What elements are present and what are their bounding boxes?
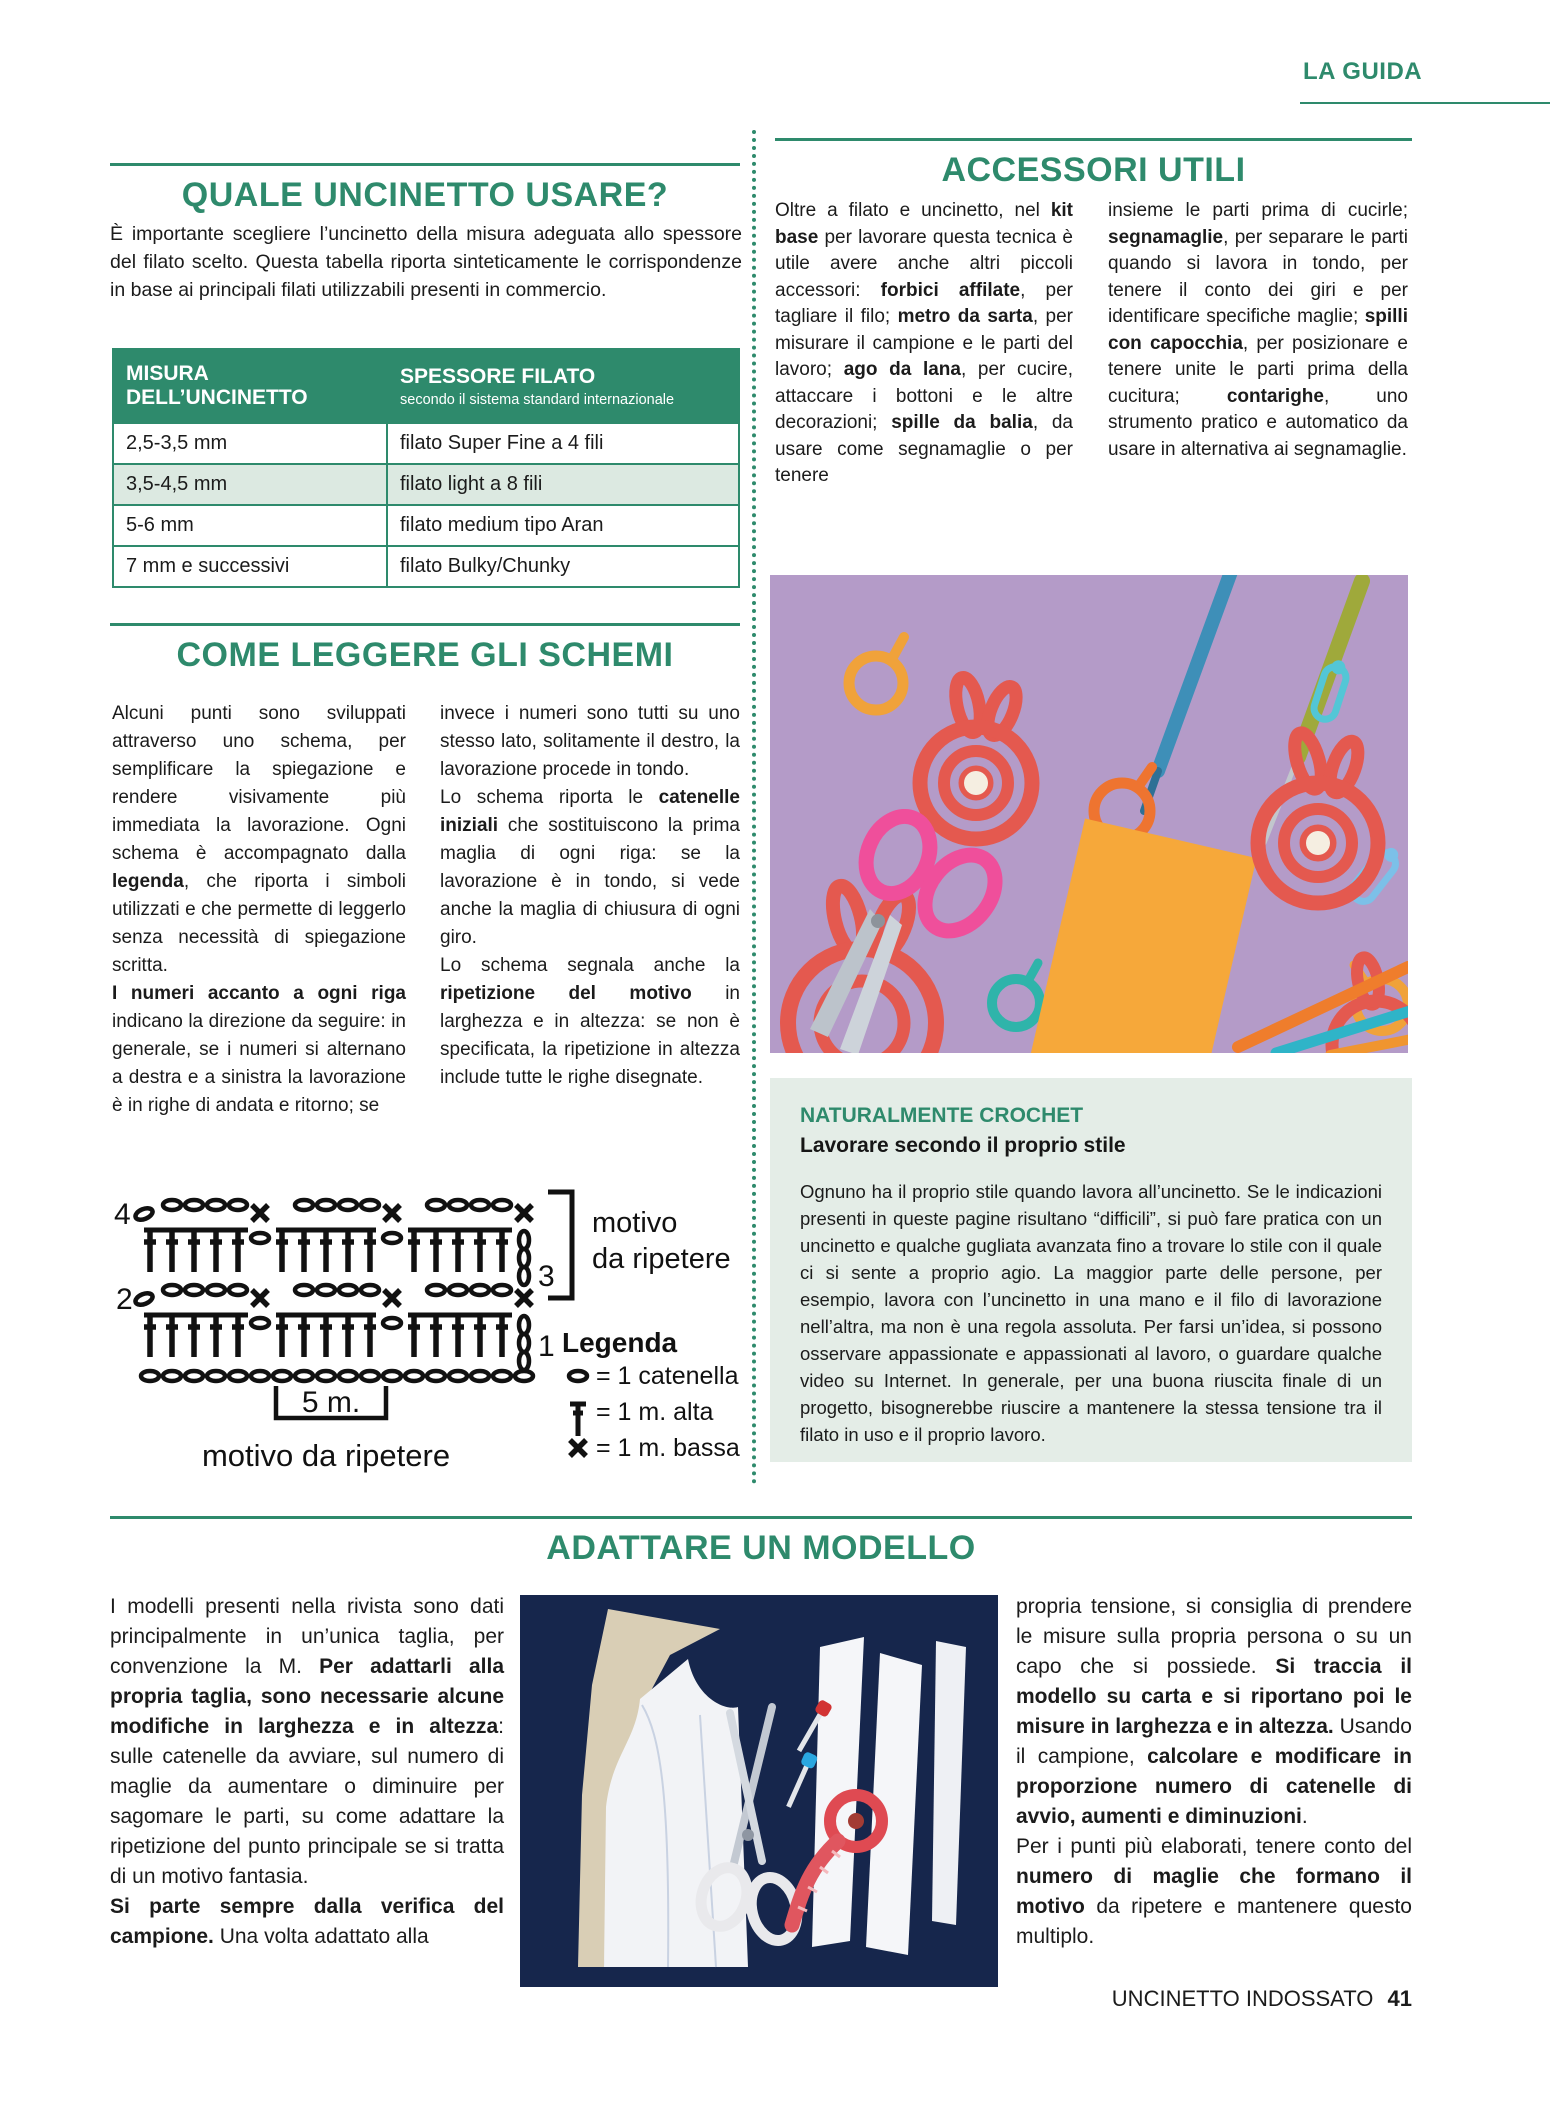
crochet-chart-diagram [100, 1180, 760, 1480]
footer-page-number: 41 [1387, 1986, 1412, 2011]
legend-title: Legenda [562, 1327, 678, 1358]
table-row [113, 546, 739, 587]
accessori-col2: insieme le parti prima di cucirle; segnamaglie, per separare le parti quando si lavora in tondo, per tenere il conto dei giri e per identificare specifiche maglie; spilli con capocchia, per posizionare e tenere unite le parti prima della cucitura; contarighe, uno strumento pratico e automatico da usare in alternativa ai segnamaglie. [1108, 200, 1408, 460]
table-header-misura: MISURA DELL’UNCINETTO [113, 349, 387, 423]
row-number-1: 1 [538, 1330, 555, 1363]
row-number-2: 2 [116, 1283, 133, 1316]
row-number-4: 4 [114, 1198, 131, 1231]
info-box-body: Ognuno ha il proprio stile quando lavora all’uncinetto. Se le indicazioni presenti in queste pagine risultano “difficili”, si può fare pratica con un uncinetto e qualche gugliata avanzata fino a trovare lo stile con il quale ci si sente a proprio agio. La maggior parte delle persone, per esempio, lavora con l’uncinetto in una mano e il filo di lavorazione nell’altra, ma non è una regola assoluta. Per farsi un’idea, si possono osservare appassionate e appassionati al lavoro, o guardare qualche video su Internet. In generale, per una buona riuscita finale di un progetto, bisognerebbe riuscire a mantenere la stessa tensione tra il filato in uso e il proprio lavoro. [800, 1181, 1382, 1445]
chart-row-3-trebles [144, 1230, 529, 1285]
chart-row-4-chains [134, 1200, 532, 1222]
cell-size: 3,5-4,5 mm [113, 464, 387, 505]
section-title-schemi: COME LEGGERE GLI SCHEMI [176, 636, 674, 674]
legend-single-label: = 1 m. bassa [596, 1434, 740, 1462]
schemi-col1: Alcuni punti sono sviluppati attraverso uno schema, per semplificare la spiegazione e rendere visivamente più immediata la lavorazione. Ogni schema è accompagnato dalla legenda, che riporta i simboli utilizzati e che permette di leggerlo senza necessità di spiegazione scritta. I numeri accanto a ogni riga indicano la direzione da seguire: in generale, se i numeri si alternano a destra e a sinistra la lavorazione è in righe di andata e ritorno; se [112, 703, 406, 1116]
cell-yarn: filato light a 8 fili [387, 464, 739, 505]
hook-size-table [112, 348, 740, 588]
legend-chain-label: = 1 catenella [596, 1362, 739, 1390]
modello-col2: propria tensione, si consiglia di prendere le misure sulla propria persona o su un capo che si possiede. Si traccia il modello su carta e si riportano poi le misure in larghezza e in altezza. Usando il campione, calcolare e modificare in proporzione numero di catenelle di avvio, aumenti e diminuzioni. Per i punti più elaborati, tenere conto del numero di maglie che formano il motivo da ripetere e mantenere questo multiplo. [1016, 1595, 1413, 1948]
repeat-label-line2: da ripetere [592, 1243, 731, 1275]
chart-row-2-chains [134, 1285, 532, 1307]
pattern-photo [520, 1595, 998, 1987]
section-rule [775, 138, 1412, 141]
table-header-spessore-title: SPESSORE FILATO [400, 364, 596, 388]
cell-yarn: filato Super Fine a 4 fili [387, 423, 739, 464]
table-row [113, 505, 739, 546]
accessori-col1: Oltre a filato e uncinetto, nel kit base per lavorare questa tecnica è utile avere anche altri piccoli accessori: forbici affilate, per tagliare il filo; metro da sarta, per misurare il campione e le parti del lavoro; ago da lana, per cucire, attaccare i bottoni e le altre decorazioni; spille da balia, da usare come segnamaglie o per tenere [775, 200, 1073, 486]
chart-row-1-trebles [144, 1315, 529, 1370]
page-kicker: LA GUIDA [1303, 58, 1423, 85]
footer-magazine-title: UNCINETTO INDOSSATO [1111, 1986, 1374, 2011]
table-row [113, 423, 739, 464]
row-number-3: 3 [538, 1260, 555, 1293]
info-box-kicker: NATURALMENTE CROCHET [800, 1104, 1084, 1127]
chart-foundation-chain [141, 1371, 533, 1381]
footer [1012, 1986, 1412, 2012]
cell-yarn: filato Bulky/Chunky [387, 546, 739, 587]
table-header-spessore [387, 349, 739, 423]
kicker-rule [1300, 102, 1550, 104]
accessories-photo [770, 575, 1408, 1053]
info-box-naturalmente-crochet [770, 1078, 1412, 1462]
section-rule [110, 623, 740, 626]
modello-col1: I modelli presenti nella rivista sono dati principalmente in un’unica taglia, per convenzione la M. Per adattarli alla propria taglia, sono necessarie alcune modifiche in larghezza e in altezza: sulle catenelle da avviare, sul numero di maglie da aumentare o diminuire per sagomare le parti, su come adattare la ripetizione del punto principale se si tratta di un motivo fantasia. Si parte sempre dalla verifica del campione. Una volta adattato alla [110, 1595, 504, 1948]
intro-paragraph: È importante scegliere l’uncinetto della misura adeguata allo spessore del filato scelto. Questa tabella riporta sinteticamente le corrispondenze in base ai principali filati utilizzabili presenti in commercio. [110, 223, 742, 301]
legend-treble-icon [570, 1404, 586, 1436]
legend-chain-icon [569, 1371, 587, 1381]
cell-size: 2,5-3,5 mm [113, 423, 387, 464]
legend-treble-label: = 1 m. alta [596, 1398, 714, 1426]
info-box-title: Lavorare secondo il proprio stile [800, 1134, 1126, 1157]
table-header-spessore-sub: secondo il sistema standard internazionale [400, 391, 675, 408]
repeat-label-line1: motivo [592, 1207, 678, 1239]
section-rule [110, 1516, 1412, 1519]
legend-single-icon [570, 1440, 586, 1456]
schemi-col2: invece i numeri sono tutti su uno stesso lato, solitamente il destro, la lavorazione procede in tondo. Lo schema riporta le catenelle iniziali che sostituiscono la prima maglia di ogni riga: se la lavorazione è in tondo, si vede anche la maglia di chiusura di ogni giro. Lo schema segnala anche la ripetizione del motivo in larghezza e in altezza: se non è specificata, la ripetizione in altezza include tutte le righe disegnate. [440, 703, 740, 1088]
diagram-caption: motivo da ripetere [201, 1438, 451, 1473]
section-rule [110, 163, 740, 166]
table-row [113, 464, 739, 505]
section-title-modello: ADATTARE UN MODELLO [546, 1529, 976, 1567]
section-title-quale-uncinetto: QUALE UNCINETTO USARE? [181, 176, 669, 214]
section-title-accessori: ACCESSORI UTILI [941, 151, 1246, 189]
cell-size: 7 mm e successivi [113, 546, 387, 587]
width-label: 5 m. [301, 1386, 361, 1419]
cell-yarn: filato medium tipo Aran [387, 505, 739, 546]
cell-size: 5-6 mm [113, 505, 387, 546]
